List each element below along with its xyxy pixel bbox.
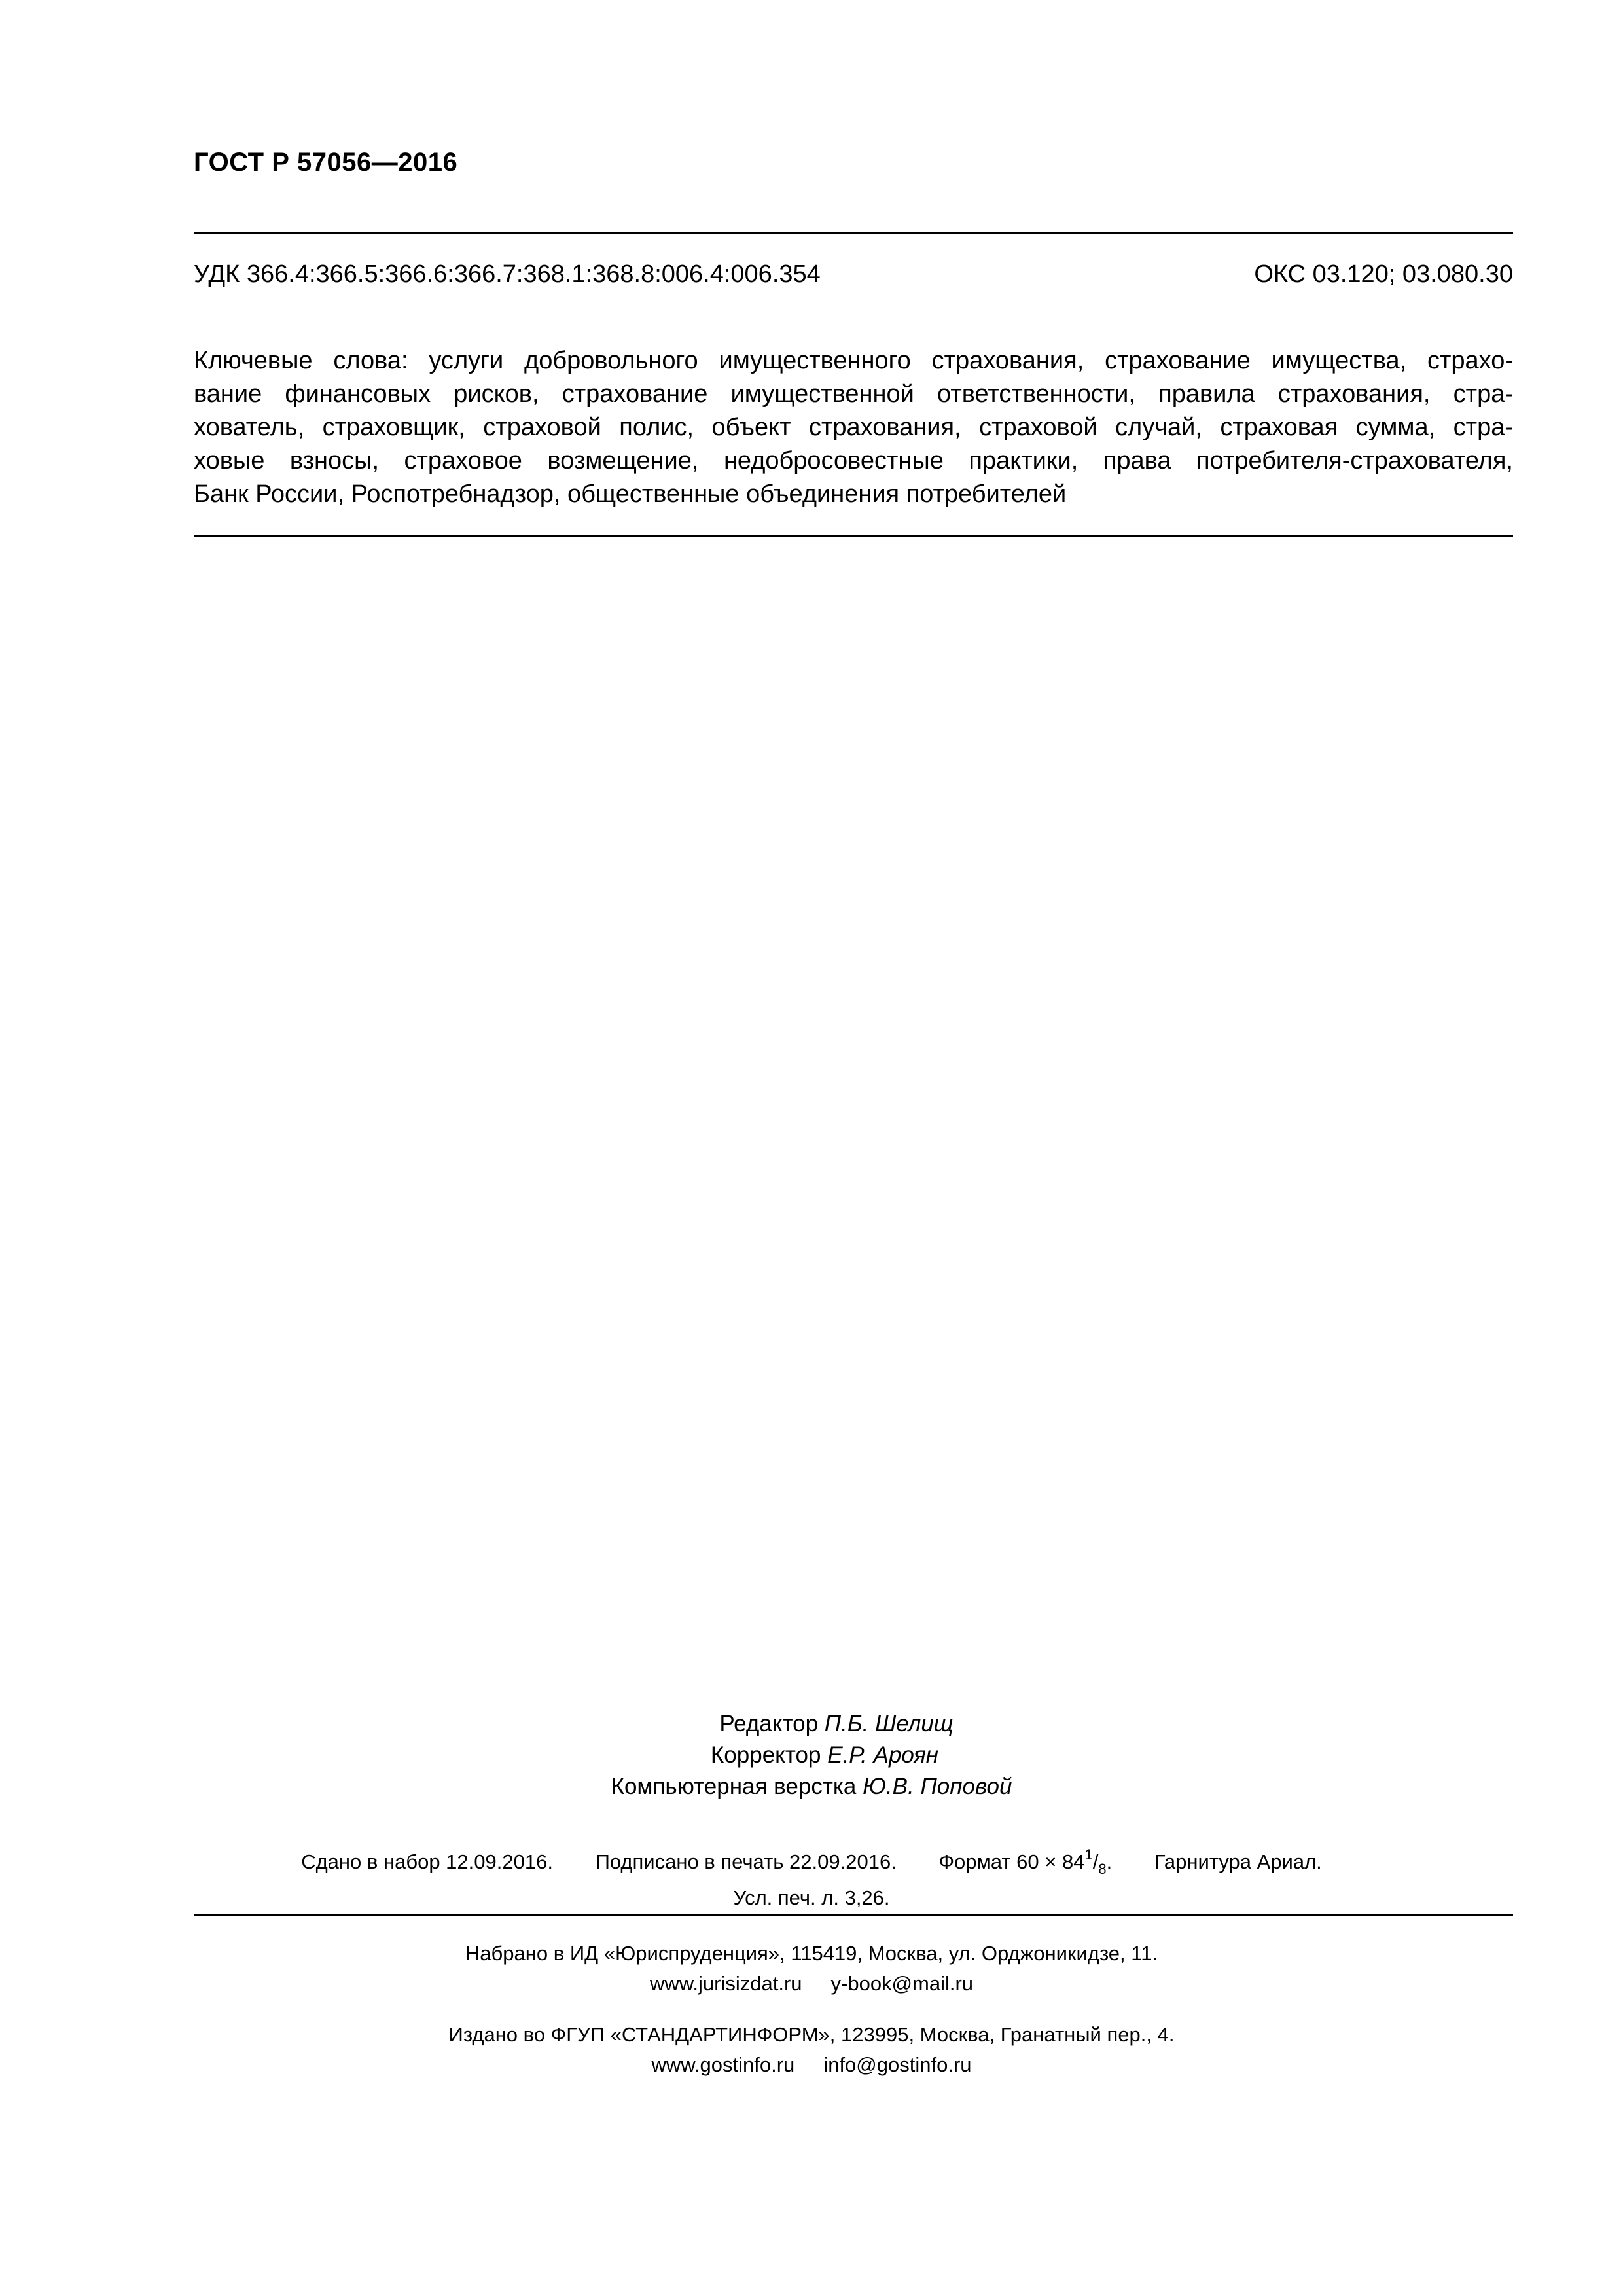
- typeset-block: [0, 1939, 1623, 1999]
- format-info: [938, 1840, 1112, 1884]
- format-sub: 8: [1098, 1861, 1107, 1877]
- corrector-label: Корректор: [710, 1742, 821, 1768]
- classification-row: [194, 260, 1513, 289]
- signed-date: Подписано в печать 22.09.2016.: [595, 1850, 897, 1873]
- layout-name: Ю.В. Поповой: [863, 1774, 1012, 1799]
- oks-code: ОКС 03.120; 03.080.30: [1254, 260, 1513, 288]
- typeset-site-link[interactable]: www.jurisizdat.ru: [649, 1972, 802, 1995]
- standard-id: ГОСТ Р 57056—2016: [194, 148, 458, 177]
- corrector-name: Е.Р. Ароян: [827, 1742, 939, 1768]
- published-line: Издано во ФГУП «СТАНДАРТИНФОРМ», 123995, Москва, Гранатный пер., 4.: [448, 2023, 1175, 2046]
- editor-credit: [0, 1708, 1623, 1740]
- editor-name: П.Б. Шелищ: [824, 1711, 954, 1736]
- keywords-line: вание финансовых рисков, страхование имущественной ответственности, правила страхования, стра-: [194, 380, 1513, 408]
- format-prefix: Формат 60 × 84: [938, 1850, 1085, 1873]
- sent-date: Сдано в набор 12.09.2016.: [301, 1850, 553, 1873]
- divider-bottom: [194, 1914, 1513, 1916]
- layout-label: Компьютерная верстка: [611, 1774, 857, 1799]
- publisher-block: [0, 2020, 1623, 2080]
- keywords-line: хователь, страховщик, страховой полис, объект страхования, страховой случай, страховая сумма, стра-: [194, 414, 1513, 441]
- keywords-line: ховые взносы, страховое возмещение, недобросовестные практики, права потребителя-страхователя,: [194, 447, 1513, 475]
- format-suffix: .: [1106, 1850, 1113, 1873]
- divider-keywords: [194, 535, 1513, 537]
- udk-code: УДК 366.4:366.5:366.6:366.7:368.1:368.8:006.4:006.354: [194, 260, 821, 288]
- keywords-line: Ключевые слова: услуги добровольного имущественного страхования, страхование имущества, страхо-: [194, 347, 1513, 374]
- published-site-link[interactable]: www.gostinfo.ru: [651, 2053, 795, 2076]
- keywords-block: [194, 344, 1513, 511]
- corrector-credit: [0, 1740, 1623, 1771]
- typeset-line: Набрано в ИД «Юриспруденция», 115419, Москва, ул. Орджоникидзе, 11.: [465, 1942, 1158, 1965]
- format-slash: /: [1092, 1850, 1099, 1873]
- published-email-link[interactable]: info@gostinfo.ru: [823, 2053, 972, 2076]
- sheets-info: Усл. печ. л. 3,26.: [733, 1886, 890, 1909]
- keywords-line: Банк России, Роспотребнадзор, общественные объединения потребителей: [194, 480, 1067, 508]
- font-info: Гарнитура Ариал.: [1154, 1850, 1322, 1873]
- format-sup: 1: [1084, 1846, 1093, 1863]
- editor-label: Редактор: [719, 1711, 819, 1736]
- typeset-email-link[interactable]: y-book@mail.ru: [830, 1972, 974, 1995]
- credits-block: [0, 1708, 1623, 1803]
- print-info: [0, 1840, 1623, 1912]
- divider-top: [194, 232, 1513, 234]
- layout-credit: [0, 1771, 1623, 1803]
